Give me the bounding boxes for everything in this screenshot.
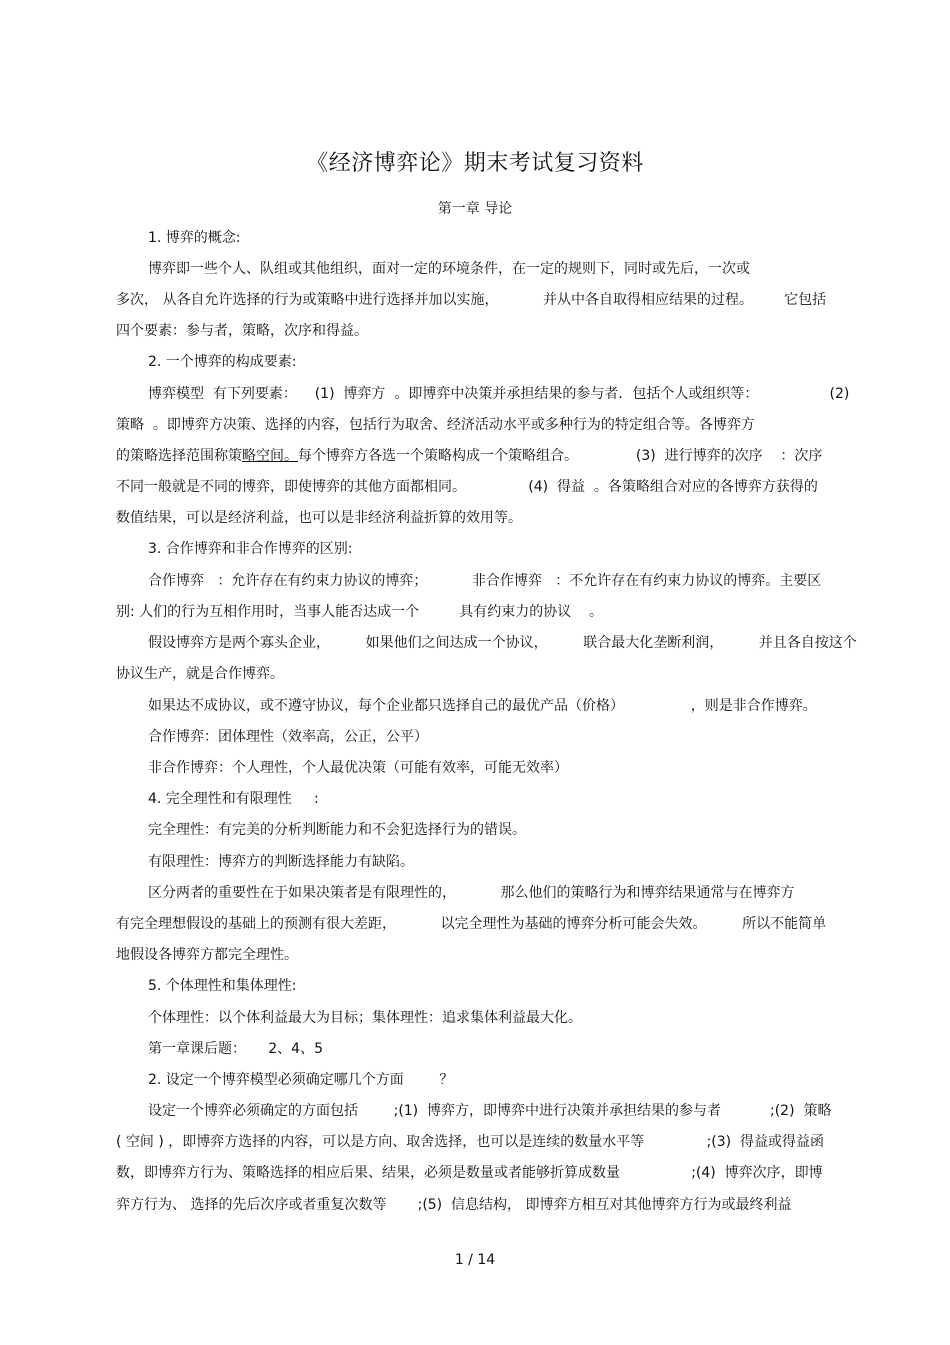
page-number: 1 / 14 bbox=[454, 1252, 496, 1268]
text-line: 3. 合作博弈和非合作博弈的区别: bbox=[148, 541, 353, 557]
text-line: 个体理性：以个体利益最大为目标；集体理性：追求集体利益最大化。 bbox=[148, 1010, 582, 1026]
text-segment: 每个博弈方各选一个策略构成一个策略组合。 (3) 进行博弈的次序 ：次序 bbox=[298, 448, 823, 464]
text-line: 合作博弈：团体理性（效率高，公正，公平） bbox=[148, 729, 428, 745]
text-line: 数，即博弈方行为、策略选择的相应后果、结果，必须是数量或者能够折算成数量 ;(4) 博弈次序，即博 bbox=[116, 1165, 823, 1181]
text-segment: 的策略选择范围称策 bbox=[116, 448, 242, 464]
underlined-term: 略空间。 bbox=[242, 448, 298, 464]
text-line: 区分两者的重要性在于如果决策者是有限理性的， 那么他们的策略行为和博弈结果通常与在博弈方 bbox=[148, 885, 795, 901]
chapter-heading: 第一章 导论 bbox=[437, 201, 513, 217]
text-line: 5. 个体理性和集体理性: bbox=[148, 978, 297, 994]
text-line: 别: 人们的行为互相作用时，当事人能否达成一个 具有约束力的协议 。 bbox=[116, 604, 604, 620]
text-line: 完全理性：有完美的分析判断能力和不会犯选择行为的错误。 bbox=[148, 822, 526, 838]
text-line: 弈方行为、 选择的先后次序或者重复次数等 ;(5) 信息结构， 即博弈方相互对其他博弈方行为或最终利益 bbox=[116, 1197, 792, 1213]
text-line: 如果达不成协议，或不遵守协议，每个企业都只选择自己的最优产品（价格） ，则是非合作博弈。 bbox=[148, 698, 817, 714]
text-line: 地假设各博弈方都完全理性。 bbox=[116, 947, 298, 963]
text-line bbox=[116, 447, 822, 465]
text-line: 协议生产，就是合作博弈。 bbox=[116, 666, 284, 682]
text-line: 合作博弈 ：允许存在有约束力协议的博弈； 非合作博弈 ：不允许存在有约束力协议的博弈。主要区 bbox=[148, 573, 822, 589]
text-line: 博弈即一些个人、队组或其他组织，面对一定的环境条件，在一定的规则下，同时或先后，一次或 bbox=[148, 261, 750, 277]
text-line: 四个要素：参与者，策略，次序和得益。 bbox=[116, 323, 368, 339]
text-line: 第一章课后题： 2、4、5 bbox=[148, 1041, 323, 1057]
text-line: 2. 设定一个博弈模型必须确定哪几个方面 ？ bbox=[148, 1072, 454, 1088]
text-line: 有完全理想假设的基础上的预测有很大差距， 以完全理性为基础的博弈分析可能会失效。 所以不能简单 bbox=[116, 916, 827, 932]
text-line: 不同一般就是不同的博弈，即使博弈的其他方面都相同。 (4) 得益 。各策略组合对应的各博弈方获得的 bbox=[116, 479, 818, 495]
text-line: 博弈模型 有下列要素： (1) 博弈方 。即博弈中决策并承担结果的参与者．包括个人或组织等： (2) bbox=[148, 386, 850, 402]
text-line: 数值结果，可以是经济利益，也可以是非经济利益折算的效用等。 bbox=[116, 510, 522, 526]
text-line: 1. 博弈的概念: bbox=[148, 230, 241, 246]
text-line: 假设博弈方是两个寡头企业， 如果他们之间达成一个协议， 联合最大化垄断利润， 并且各自按这个 bbox=[148, 635, 857, 651]
text-line: 多次， 从各自允许选择的行为或策略中进行选择并加以实施， 并从中各自取得相应结果的过程。 它包括 bbox=[116, 292, 827, 308]
text-line: 有限理性：博弈方的判断选择能力有缺陷。 bbox=[148, 854, 414, 870]
text-line: 设定一个博弈必须确定的方面包括 ;(1) 博弈方，即博弈中进行决策并承担结果的参与者 ;(2) 策略 bbox=[148, 1103, 832, 1119]
document-title: 《经济博弈论》期末考试复习资料 bbox=[306, 151, 644, 176]
text-line: ( 空间 ) ，即博弈方选择的内容，可以是方向、取舍选择，也可以是连续的数量水平等 ;(3) 得益或得益函 bbox=[116, 1134, 825, 1150]
text-line: 4. 完全理性和有限理性 : bbox=[148, 791, 319, 807]
text-line: 非合作博弈：个人理性，个人最优决策（可能有效率，可能无效率） bbox=[148, 760, 568, 776]
text-line: 2. 一个博弈的构成要素: bbox=[148, 354, 297, 370]
text-line: 策略 。即博弈方决策、选择的内容，包括行为取舍、经济活动水平或多种行为的特定组合等。各博弈方 bbox=[116, 417, 755, 433]
